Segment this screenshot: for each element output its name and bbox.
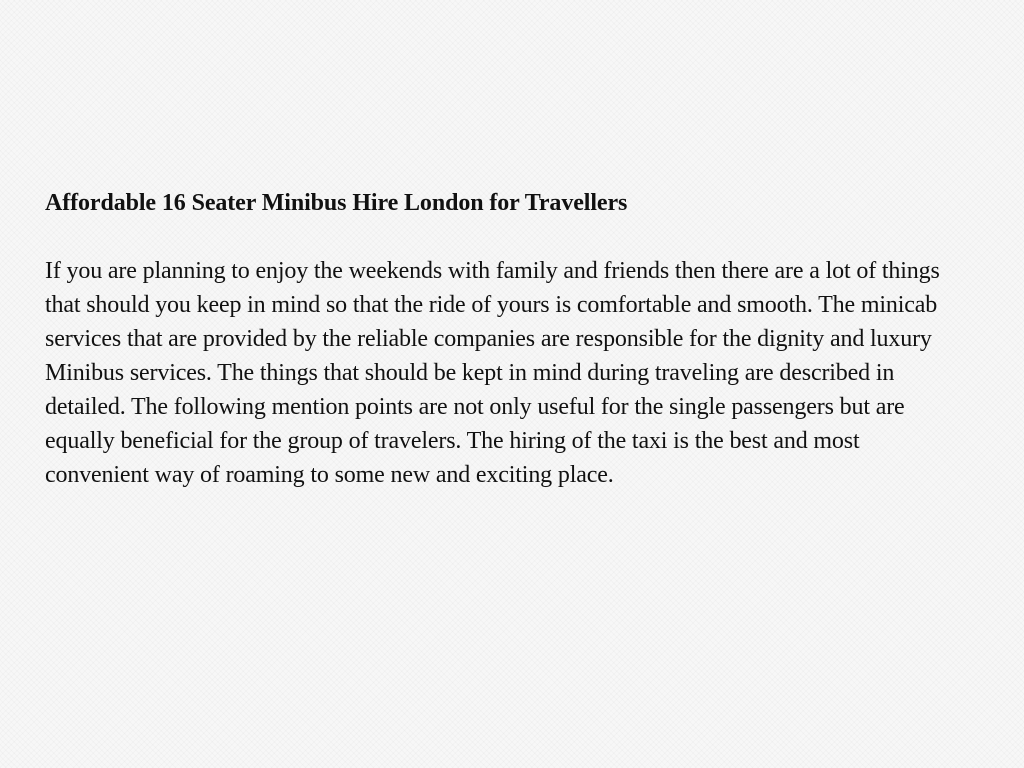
slide-content <box>45 186 965 492</box>
slide-paragraph: If you are planning to enjoy the weekends with family and friends then there are a lot of things that should you keep in mind so that the ride of yours is comfortable and smooth. The minicab services that are provided by the reliable companies are responsible for the dignity and luxury Minibus services. The things that should be kept in mind during traveling are described in detailed. The following mention points are not only useful for the single passengers but are equally beneficial for the group of travelers. The hiring of the taxi is the best and most convenient way of roaming to some new and exciting place. <box>45 258 940 488</box>
slide-title: Affordable 16 Seater Minibus Hire London for Travellers <box>45 190 628 216</box>
